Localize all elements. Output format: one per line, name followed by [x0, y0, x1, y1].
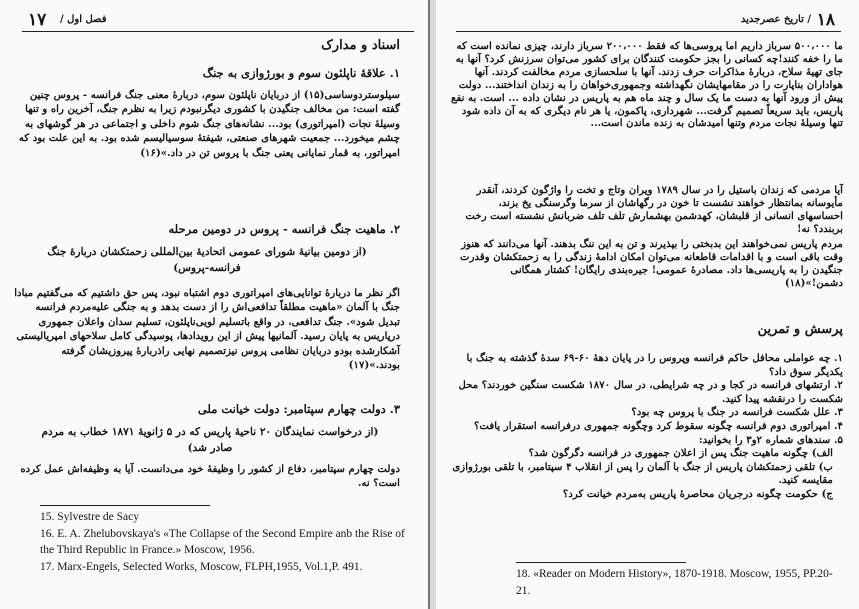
- doc2-source-quote: (از دومین بیانیهٔ شورای عمومی اتحادیهٔ بین‌المللی زحمتکشان دربارهٔ جنگ فرانسه-پروس): [47, 246, 367, 274]
- right-page: [436, 0, 859, 609]
- doc3-paragraph: دولت چهارم سپتامبر، دفاع از کشور را وظیفهٔ خود می‌دانست. آیا به وظیفه‌اش عمل کرده است؟ نه.: [20, 463, 400, 490]
- doc3-heading: ۳. دولت چهارم سپتامبر: دولت خیانت ملی: [197, 402, 400, 416]
- question-3: ۳. علل شکست فرانسه در جنگ با پروس چه بود؟: [631, 406, 843, 419]
- section-title: اسناد و مدارک: [321, 38, 400, 53]
- footnote-15: 15. Sylvestre de Sacy: [40, 511, 140, 523]
- paragraph-paris-people: مردم پاریس نمی‌خواهند این بدبختی را بپذیرند و تن به این ننگ بدهند. آنها می‌دانند که هنوز وقت باقی است و با اقدامات قاطعانه می‌توان امکان ادامهٔ زندگی را به زحمتکشان وقدرت جنگیدن را به پاریسی‌ها داد. مصادرهٔ عمومی! جیره‌بندی رایگان! کشتار همگانی دشمن!»(۱۸): [460, 238, 843, 289]
- footnote-17: 17. Marx-Engels, Selected Works, Moscow, FLPH,1955, Vol.1,P. 491.: [40, 560, 363, 573]
- right-page-number: ۱۸: [816, 10, 835, 30]
- continuation-paragraph: ما ۵۰۰،۰۰۰ سرباز داریم اما پروسی‌ها که فقط ۲۰۰،۰۰۰ سرباز دارند، چیزی نمانده است که ما را خفه کنند!چه کسانی را بجز حکومت کنندگان برای کشور می‌توان سرزنش کرد؟ آنها به جای تهیهٔ سلاح، دربارهٔ مذاکرات حرف زدند. آنها با سلحسازی مردم مخالفت کردند. آنها هواداران بناپارت را در مقامهایشان نگهداشته وجمهوری‌خواهان را به زندان انداختند... دولت پیش از ورود آنها به دست ما یک سال و چند ماه هم به پاریس در نشان داده ... است. به نفع پاریس، باید سریعاً تصمیم گرفت... شهرداری، پاکمون، یا هر نام دیگری که به آن داده شود تنها وسیلهٔ نجات مردم وتنها امیدشان به زنده ماندن است...: [451, 40, 843, 130]
- paragraph-bastille: آیا مردمی که زندان باستیل را در سال ۱۷۸۹ ویران وتاج و تخت را واژگون کردند، آنقدر مأیوسانه بمانتظار خواهند نشست تا خون در رگهاشان از سرما وگرسنگی یخ بزند، احساسهای انسانی از قلبشان، کهدشمن بهشمارش تلف تلف ضربانش نشسته است رخت بربندد؟ نه!: [465, 184, 843, 235]
- questions-list: [451, 352, 843, 502]
- right-footnote-rule: [516, 562, 686, 563]
- right-running-head: / تاریخ عصرجدید: [740, 14, 811, 25]
- doc3-source-quote: (از درخواست نمایندگان ۲۰ ناحیهٔ پاریس که در ۵ ژانویهٔ ۱۸۷۱ خطاب به مردم صادر شد): [41, 426, 379, 454]
- left-page-number: ۱۷: [28, 10, 47, 30]
- left-footnote-rule: [40, 505, 210, 506]
- sub-question-c: ج) حکومت چگونه درجریان محاصرهٔ پاریس به‌مردم خیانت کرد؟: [562, 487, 833, 500]
- sub-question-b: ب) تلقی زحمتکشان پاریس از جنگ با آلمان را پس از انقلاب ۴ سپتامبر، با تلقی بورژوازی مقایسه کنید.: [452, 460, 833, 487]
- questions-title: پرسش و تمرین: [757, 322, 843, 337]
- left-footnotes: [40, 509, 420, 575]
- question-5: ۵. سندهای شماره ۲و۳ را بخوانید:: [698, 433, 843, 446]
- sub-question-a: الف) چگونه ماهیت جنگ پس از اعلان جمهوری در فرانسه دگرگون شد؟: [528, 447, 833, 460]
- right-header-rule: [456, 31, 841, 32]
- footnote-16: 16. E. A. Zhelubovskaya's «The Collapse of the Second Empire anb the Rise of the Third Republic in France.» Moscow, 1956.: [40, 527, 405, 556]
- question-4: ۴. امپراتوری دوم فرانسه چگونه سقوط کرد وچگونه جمهوری درفرانسه استقرار یافت؟: [474, 419, 843, 432]
- left-header-rule: [22, 31, 414, 32]
- question-1: ۱. چه عواملی محافل حاکم فرانسه وپروس را در پایان دههٔ ۶۰-۶۹ سدهٔ گذشته به جنگ با یکدیگر سوق داد؟: [466, 352, 843, 378]
- left-running-head: فصل اول /: [60, 14, 107, 25]
- question-2: ۲. ارتشهای فرانسه در کجا و در چه شرایطی، در سال ۱۸۷۰ شکست سنگین خوردند؟ محل شکست را درنقشه پیدا کنید.: [458, 379, 843, 405]
- doc1-heading: ۱. علاقهٔ ناپلئون سوم و بورژوازی به جنگ: [202, 66, 400, 80]
- doc2-paragraph: اگر نظر ما دربارهٔ توانایی‌های امپراتوری دوم اشتباه نبود، پس حق داشتیم که می‌گفتیم مبادا جنگ با آلمان «ماهیت مطلقاً تدافعی‌اش را از دست بدهد و به جنگی علیه‌مردم فرانسه تبدیل شود». جنگ تدافعی، در واقع باتسلیم لویی‌ناپلئون، تسلیم سدان واعلان جمهوری درپاریس به پایان رسید. آلمانیها پیش از این رویدادها، پوسیدگی کامل سلاحهای امپریالیستی آشکارشده بودو دربایان نظامی پروس نیزتصمیم نهایی راذربارهٔ پیروزیشان گرفته بودند.»(۱۷): [14, 287, 400, 372]
- footnote-18: 18. «Reader on Modern History», 1870-1918. Moscow, 1955, PP.20-21.: [516, 568, 833, 597]
- doc1-paragraph: سیلوستردوساسی(۱۵) از دربایان ناپلئون سوم، دربارهٔ معنی جنگ فرانسه - پروس چنین گفته است: من مخالف جنگیدن با کشوری دیگرنبودم زیرا به نظرم جنگ، آخرین راه و تنها وسیلهٔ نجات (امپراتوری) بود... نشانه‌های جنگ شوم داخلی و اجتماعی در هر گوشهای به چشم میخورد... جمعیت شهرهای صنعتی، شیفتهٔ سوسیالیسم شده بود. به این علت بود که امپراتور، به قمار نمایانی یعنی جنگ با پروس تن در داد.»(۱۶): [18, 89, 400, 159]
- doc2-heading: ۲. ماهیت جنگ فرانسه - پروس در دومین مرحله: [168, 222, 400, 236]
